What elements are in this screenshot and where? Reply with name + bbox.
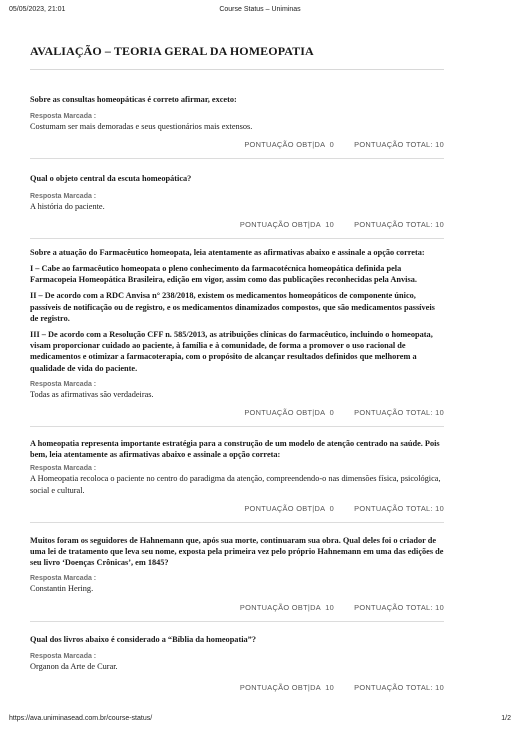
- question-item: [30, 239, 444, 427]
- score-obtained: PONTUAÇÃO OBT|DA 10: [239, 219, 335, 229]
- print-datetime: 05/05/2023, 21:01: [9, 6, 66, 13]
- score-row: [30, 683, 444, 693]
- question-text: Sobre as consultas homeopáticas é correto afirmar, exceto:: [30, 95, 237, 104]
- score-row: [30, 220, 444, 230]
- print-header: [9, 6, 511, 16]
- question-item: [30, 159, 444, 238]
- question-text: A homeopatia representa importante estratégia para a construção de um modelo de atenção centrado na saúde. Pois bem, leia atentamente as afirmativas abaixo e assinale a opção correta:: [30, 439, 440, 460]
- score-obtained: PONTUAÇÃO OBT|DA 0: [244, 140, 335, 150]
- statement-i: I – Cabe ao farmacêutico homeopata o pleno conhecimento da farmacotécnica homeopática definida pela Farmacopeia Homeopática Brasileira, edição em vigor, assim como das publicações reconhecidas pela Anvisa.: [30, 264, 417, 285]
- score-total: PONTUAÇÃO TOTAL: 10: [354, 602, 444, 612]
- score-obtained: PONTUAÇÃO OBT|DA 10: [239, 683, 335, 693]
- page-url-link[interactable]: https://ava.uniminasead.com.br/course-status/: [9, 715, 153, 722]
- score-obtained: PONTUAÇÃO OBT|DA 10: [239, 602, 335, 612]
- answer-label: Resposta Marcada :: [30, 575, 97, 583]
- answer-text: A Homeopatia recoloca o paciente no centro do paradigma da atenção, compreendendo-o nas dimensões física, psicológica, social e cultural.: [30, 474, 441, 495]
- answer-label: Resposta Marcada :: [30, 113, 97, 121]
- answer-text: Constantin Hering.: [30, 584, 94, 594]
- course-status-content: [30, 36, 444, 701]
- answer-label: Resposta Marcada :: [30, 652, 97, 660]
- question-text: Qual o objeto central da escuta homeopática?: [30, 174, 192, 184]
- answer-text: A história do paciente.: [30, 201, 105, 211]
- score-row: [30, 603, 444, 613]
- question-text: Qual dos livros abaixo é considerado a “Bíblia da homeopatia”?: [30, 634, 256, 644]
- question-text: Sobre a atuação do Farmacêutico homeopata, leia atentamente as afirmativas abaixo e assinale a opção correta:: [30, 247, 425, 257]
- answer-text: Todas as afirmativas são verdadeiras.: [30, 389, 154, 399]
- page-number: 1/2: [501, 715, 511, 722]
- score-total: PONTUAÇÃO TOTAL: 10: [354, 503, 444, 513]
- score-row: [30, 140, 444, 150]
- score-row: [30, 504, 444, 514]
- print-page-title: Course Status – Uniminas: [219, 6, 301, 13]
- answer-label: Resposta Marcada :: [30, 192, 97, 200]
- score-obtained: PONTUAÇÃO OBT|DA 0: [244, 408, 335, 418]
- answer-label: Resposta Marcada :: [30, 380, 97, 388]
- statement-iii: III – De acordo com a Resolução CFF n. 585/2013, as atribuições clínicas do farmacêutico, incluindo o homeopata, visam proporcionar cuidado ao paciente, à família e à comunidade, de forma a promover o uso racional de medicamentos e otimizar a farmacoterapia, com o propósito de alcançar resultados definidos que melhorem a qualidade de vida do paciente.: [30, 330, 433, 373]
- answer-text: Organon da Arte de Curar.: [30, 661, 118, 671]
- score-total: PONTUAÇÃO TOTAL: 10: [354, 140, 444, 150]
- score-total: PONTUAÇÃO TOTAL: 10: [354, 683, 444, 693]
- print-footer: [9, 715, 511, 725]
- score-total: PONTUAÇÃO TOTAL: 10: [354, 408, 444, 418]
- statement-ii: II – De acordo com a RDC Anvisa n° 238/2018, existem os medicamentos homeopáticos de componente único, passíveis de notificação ou de registro, e os medicamentos dinamizados compostos, que são medicamentos passíveis de registro.: [30, 291, 435, 323]
- score-total: PONTUAÇÃO TOTAL: 10: [354, 219, 444, 229]
- answer-label: Resposta Marcada :: [30, 465, 97, 473]
- score-obtained: PONTUAÇÃO OBT|DA 0: [244, 503, 335, 513]
- answer-text: Costumam ser mais demoradas e seus questionários mais extensos.: [30, 122, 253, 132]
- question-item: [30, 427, 444, 523]
- question-item: [30, 70, 444, 159]
- page-title: AVALIAÇÃO – TEORIA GERAL DA HOMEOPATIA: [30, 36, 444, 70]
- score-row: [30, 408, 444, 418]
- question-text: Muitos foram os seguidores de Hahnemann que, após sua morte, continuaram sua obra. Qual deles foi o criador de uma lei de tratamento que leva seu nome, exposta pela primeira vez pelo próprio Hahnemann em uma das edições de seu livro ‘Doenças Crônicas’, em 1845?: [30, 535, 444, 568]
- question-item: [30, 622, 444, 693]
- question-item: [30, 523, 444, 622]
